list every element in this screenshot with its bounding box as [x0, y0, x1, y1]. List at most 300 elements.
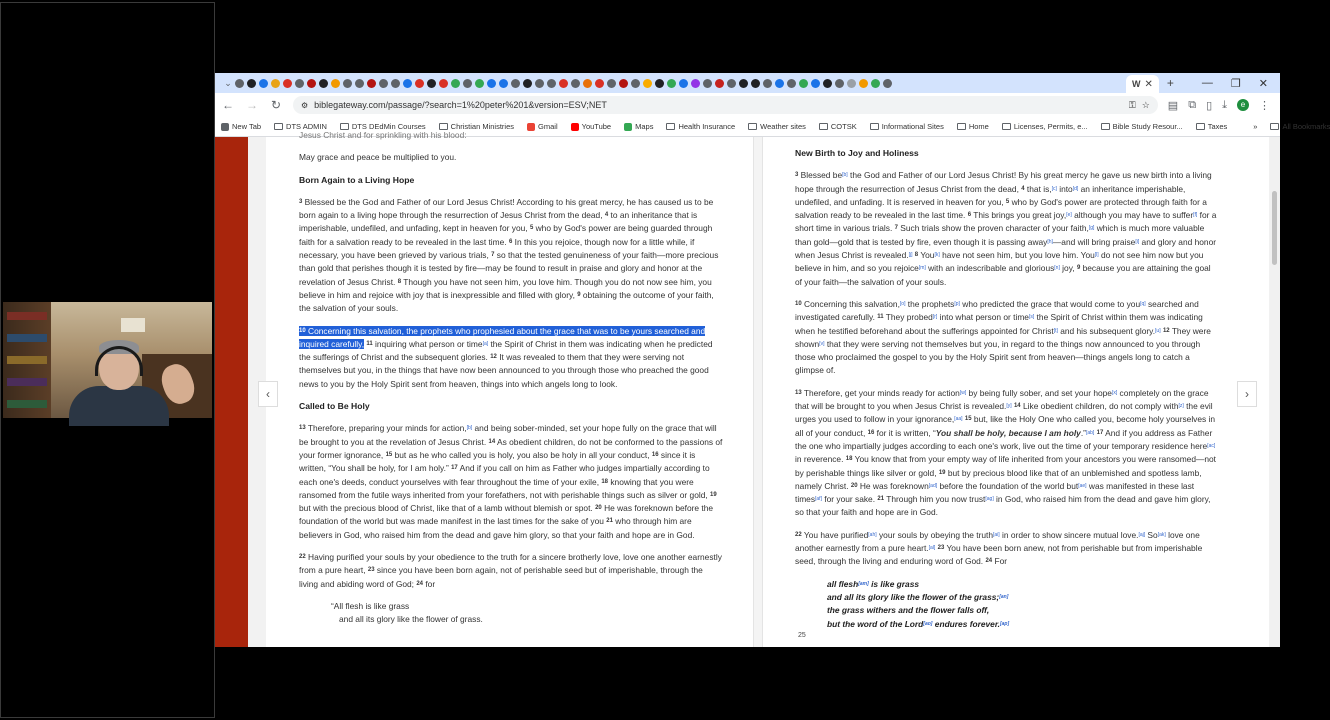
- verse-text: You have been born anew, not from perishable but from imperishable seed, through the living and enduring word of God.: [795, 543, 1203, 567]
- verse-text: Like obedient children, do not comply with: [1022, 401, 1179, 412]
- verse-number: 12: [1162, 327, 1170, 334]
- bookmark-item[interactable]: [1101, 122, 1183, 131]
- footnote-link[interactable]: [a]: [482, 340, 489, 347]
- tab-favicon-icon[interactable]: [355, 79, 364, 88]
- verse-text: For: [994, 556, 1008, 567]
- footnote-link[interactable]: [t]: [1053, 327, 1058, 334]
- footnote-link[interactable]: [ag]: [985, 496, 994, 503]
- footnote-link[interactable]: [g]: [1088, 225, 1095, 232]
- passage-paragraph: [299, 196, 723, 316]
- tab-favicon-icon[interactable]: [847, 79, 856, 88]
- toolbar-actions: [1168, 99, 1274, 112]
- verse-text: Concerning this salvation,: [804, 298, 900, 309]
- bookmark-label: All Bookmarks: [1282, 122, 1330, 131]
- next-chapter-button[interactable]: ›: [1237, 381, 1257, 407]
- verse-text: for: [425, 578, 436, 589]
- bookmark-label: Bible Study Resour...: [1112, 122, 1183, 131]
- poetry-line: [827, 618, 1219, 631]
- footnote-link[interactable]: [ae]: [1078, 482, 1087, 489]
- tab-favicon-icon[interactable]: [511, 79, 520, 88]
- key-icon[interactable]: ⚿: [1128, 99, 1136, 110]
- verse-number: 23: [367, 567, 375, 574]
- footnote-link[interactable]: [ak]: [1157, 531, 1166, 538]
- passage-paragraph: [795, 387, 1219, 520]
- footnote-link[interactable]: [n]: [1054, 265, 1060, 272]
- verse-text: although you may have to suffer: [1071, 210, 1194, 221]
- maximize-button[interactable]: ❐: [1230, 77, 1241, 90]
- folder-icon: [1196, 123, 1205, 130]
- footnote-link[interactable]: [ab]: [1085, 429, 1095, 436]
- minimize-button[interactable]: —: [1201, 76, 1213, 89]
- footnote-link[interactable]: [y]: [1006, 403, 1012, 410]
- footnote-link[interactable]: [k]: [934, 252, 940, 259]
- bookmark-item[interactable]: [870, 122, 944, 131]
- verse-number: 20: [850, 482, 858, 489]
- esv-column: [299, 130, 723, 647]
- footnote-link[interactable]: [an]: [999, 593, 1009, 600]
- bookmark-label: Informational Sites: [881, 122, 944, 131]
- bookmark-item[interactable]: [748, 122, 806, 131]
- bookmark-label: YouTube: [581, 122, 612, 131]
- tab-favicon-icon[interactable]: [763, 79, 772, 88]
- tab-favicon-icon[interactable]: [379, 79, 388, 88]
- passage-paragraph: [795, 529, 1219, 569]
- bookmarks-overflow-icon[interactable]: »: [1253, 122, 1258, 131]
- tab-strip: [215, 73, 1280, 93]
- bookmark-label: Health Insurance: [678, 122, 736, 131]
- browser-toolbar: [215, 93, 1280, 117]
- poetry-line: and all its glory like the flower of grass.: [339, 614, 483, 625]
- verse-text: It was revealed to them that they were serving not themselves but you, in the things that have now been announced to you through those who preached the good news to you by the Holy Spirit sent from heaven, things into which angels long to look.: [299, 352, 709, 389]
- verse-text: As obedient children, do not be conformed to the passions of your former ignorance,: [299, 436, 723, 460]
- folder-icon: [819, 123, 828, 130]
- passage-paragraph: [299, 422, 723, 542]
- verse-text: with an indescribable and glorious: [925, 263, 1055, 274]
- heading-born-again: Born Again to a Living Hope: [299, 174, 415, 185]
- back-icon[interactable]: ←: [222, 98, 234, 112]
- verse-number: 12: [490, 354, 497, 361]
- tab-favicon-icon[interactable]: [559, 79, 568, 88]
- passage-paragraph-highlighted: [299, 325, 723, 391]
- verse-text: but by precious blood like that of an unblemished and spotless lamb, namely Christ.: [795, 467, 1202, 491]
- footnote-link[interactable]: [am]: [858, 580, 869, 587]
- pinned-tabs: [235, 79, 1126, 88]
- verse-text: for a short time in various trials.: [795, 210, 1217, 234]
- verse-text: to an inheritance that is imperishable, undefiled, and unfading, kept in heaven for you,: [299, 210, 698, 234]
- verse-text: and glory and honor when Jesus Christ is revealed.: [795, 236, 1217, 261]
- verse-text: for it is written, “: [876, 427, 936, 438]
- bookmark-label: Christian Ministries: [450, 122, 515, 131]
- verse-text: So: [1145, 529, 1158, 540]
- forward-icon[interactable]: →: [246, 98, 258, 112]
- new-tab-button[interactable]: +: [1166, 76, 1174, 90]
- tab-favicon-icon[interactable]: [775, 79, 784, 88]
- verse-text: completely on the grace that will be brought to you when Jesus Christ is revealed.: [795, 387, 1209, 412]
- tab-favicon-icon[interactable]: [799, 79, 808, 88]
- download-icon[interactable]: ⤓: [1222, 98, 1227, 111]
- verse-text: You have purified: [803, 529, 869, 540]
- verse-text: an inheritance imperishable, undefiled, and unfading. It is reserved in heaven for you,: [795, 183, 1186, 207]
- bookmark-label: COTSK: [830, 122, 857, 131]
- bookmark-label: DTS ADMIN: [286, 122, 327, 131]
- verse-text: obtaining the outcome of your faith, the salvation of your souls.: [299, 289, 714, 314]
- reading-list-icon[interactable]: ▤: [1167, 99, 1179, 112]
- verse-number: 4: [604, 212, 609, 219]
- verse-text: Therefore, preparing your minds for action,: [307, 423, 467, 434]
- verse-text: so that the tested genuineness of your faith—more precious than gold that perishes though it is tested by fire—may be found to result in praise and glory and honor at the revelation of Jesus Christ.: [299, 250, 719, 287]
- menu-icon[interactable]: ⋮: [1259, 99, 1270, 112]
- tab-favicon-icon[interactable]: [571, 79, 580, 88]
- verse-number: 8: [397, 278, 402, 285]
- window-controls: [1182, 77, 1280, 90]
- footnote-link[interactable]: [o]: [899, 300, 906, 307]
- verse-number: 16: [651, 451, 659, 458]
- heading-called-holy: Called to Be Holy: [299, 401, 370, 412]
- verse-text: Though you have not seen him, you love him. Though you do not now see him, you believe in him and rejoice with joy that is inexpressible and filled with glory,: [299, 276, 712, 300]
- footnote-link[interactable]: [b]: [466, 425, 473, 432]
- greeting: May grace and peace be multiplied to you.: [299, 152, 457, 163]
- heading-new-birth: New Birth to Joy and Holiness: [795, 148, 919, 158]
- footnote-link[interactable]: [x]: [1111, 389, 1118, 396]
- active-tab-favicon-icon: W: [1132, 79, 1141, 89]
- tab-favicon-icon[interactable]: [499, 79, 508, 88]
- footnote-link[interactable]: [q]: [1140, 300, 1146, 307]
- verse-text: because you are attaining the goal of your faith—the salvation of your souls.: [795, 263, 1211, 287]
- folder-icon: [1270, 123, 1279, 130]
- bookmark-item[interactable]: [1196, 122, 1228, 131]
- footnote-link[interactable]: [ad]: [928, 482, 938, 489]
- folder-icon: [1002, 123, 1011, 130]
- footnote-link[interactable]: [u]: [1155, 327, 1161, 334]
- bookshelf-left: [3, 302, 51, 418]
- verse-number: 8: [914, 252, 919, 259]
- scrollbar-thumb[interactable]: [1272, 191, 1277, 265]
- tab-favicon-icon[interactable]: [391, 79, 400, 88]
- footnote-link[interactable]: [ai]: [993, 531, 1000, 538]
- footnote-link[interactable]: [aj]: [1138, 531, 1146, 538]
- tab-favicon-icon[interactable]: [655, 79, 664, 88]
- tab-favicon-icon[interactable]: [679, 79, 688, 88]
- verse-text: into what person or time: [937, 312, 1029, 323]
- tab-favicon-icon[interactable]: [859, 79, 868, 88]
- tab-favicon-icon[interactable]: [247, 79, 256, 88]
- close-window-button[interactable]: ✕: [1258, 77, 1268, 90]
- verse-number: 20: [595, 505, 602, 512]
- tab-favicon-icon[interactable]: [415, 79, 424, 88]
- tab-favicon-icon[interactable]: [703, 79, 712, 88]
- verse-number: 10: [795, 300, 802, 307]
- bookmark-label: New Tab: [232, 122, 262, 131]
- tab-favicon-icon[interactable]: [715, 79, 724, 88]
- verse-text: the God and Father of our Lord Jesus Christ! By his great mercy he gave us new birth into a living hope through the resurrection of Jesus Christ from the dead,: [795, 170, 1212, 194]
- tab-favicon-icon[interactable]: [691, 79, 700, 88]
- verse-text: Having purified your souls by your obedience to the truth for a sincere brotherly love, love one another earnestly from a pure heart,: [299, 552, 722, 576]
- verse-text: in order to show sincere mutual love.: [999, 529, 1139, 540]
- poetry-line: [827, 604, 1219, 617]
- verse-text: Blessed be the God and Father of our Lord Jesus Christ! According to his great mercy, he has caused us to be born again to a living hope through the resurrection of Jesus Christ from the dead,: [299, 196, 714, 221]
- tab-favicon-icon[interactable]: [643, 79, 652, 88]
- tab-favicon-icon[interactable]: [439, 79, 448, 88]
- verse-text: and all its glory like the flower of the grass;: [827, 591, 1000, 602]
- sidebar-icon[interactable]: ▯: [1206, 99, 1213, 112]
- verse-text: and his subsequent glory.: [1057, 325, 1156, 336]
- reload-icon[interactable]: ↻: [270, 98, 282, 112]
- footnote-link[interactable]: [w]: [959, 389, 967, 396]
- bookmark-label: Taxes: [1207, 122, 1228, 131]
- verse-number: 19: [710, 491, 717, 498]
- tab-favicon-icon[interactable]: [295, 79, 304, 88]
- tab-favicon-icon[interactable]: [283, 79, 292, 88]
- verse-text: since it is written, “You shall be holy, for I am holy.”: [299, 449, 696, 474]
- verse-text: He was foreknown before the foundation of the world but was made manifest in the last times for the sake of you: [299, 503, 714, 527]
- bookmark-label: Maps: [635, 122, 654, 131]
- verse-text: searched and investigated carefully.: [795, 298, 1199, 323]
- star-icon[interactable]: ☆: [1141, 99, 1150, 110]
- verse-number: 3: [795, 172, 799, 179]
- verse-text: the evil urges you used to follow in your ignorance,: [795, 401, 1213, 425]
- verse-number: 17: [451, 465, 458, 472]
- bookmark-item[interactable]: [221, 122, 261, 131]
- verse-text: who through him are believers in God, who raised him from the dead and gave him glory, so that your faith and hope are in God.: [299, 516, 695, 540]
- tab-favicon-icon[interactable]: [259, 79, 268, 88]
- tab-favicon-icon[interactable]: [787, 79, 796, 88]
- footnote-link[interactable]: [f]: [1193, 212, 1198, 219]
- verse-text: since you have been born again, not of perishable seed but of imperishable, through the living and abiding word of God;: [299, 565, 703, 589]
- verse-text: do not see him now but you believe in him, and so you rejoice: [795, 250, 1204, 274]
- bookmark-item[interactable]: [819, 122, 857, 131]
- footnote-link[interactable]: [c]: [1051, 185, 1057, 192]
- tab-favicon-icon[interactable]: [751, 79, 760, 88]
- verse-text: your souls by obeying the truth: [876, 529, 994, 540]
- folder-icon: [870, 123, 879, 130]
- bookmark-label: Weather sites: [760, 122, 806, 131]
- verse-number: 21: [606, 518, 613, 525]
- tab-close-icon[interactable]: ✕: [1144, 78, 1153, 90]
- browser-window: [215, 73, 1330, 647]
- verse-text: have not seen him, but you love him. You: [939, 250, 1095, 261]
- tab-favicon-icon[interactable]: [463, 79, 472, 88]
- verse-text: but the word of the Lord: [827, 618, 924, 629]
- verse-text: Through him you now trust: [886, 494, 986, 505]
- tab-favicon-icon[interactable]: [319, 79, 328, 88]
- column-divider[interactable]: [753, 137, 763, 647]
- verse-number: 9: [1076, 265, 1081, 272]
- verse-number: 17: [1096, 429, 1104, 436]
- verse-text: in reverence.: [795, 454, 846, 465]
- verse-number: 13: [795, 389, 802, 396]
- tab-favicon-icon[interactable]: [331, 79, 340, 88]
- tab-favicon-icon[interactable]: [403, 79, 412, 88]
- verse-number: 6: [967, 212, 972, 219]
- verse-text: love one another earnestly from a pure heart.: [795, 529, 1200, 554]
- verse-number: 24: [985, 558, 993, 565]
- verse-number: 13: [299, 425, 306, 432]
- verse-text: This brings you great joy,: [973, 210, 1067, 221]
- verse-text: the prophets: [905, 298, 955, 309]
- url-text: biblegateway.com/passage/?search=1%20peter%201&version=ESV;NET: [314, 100, 607, 110]
- scrollbar[interactable]: [1269, 137, 1280, 647]
- all-bookmarks-button[interactable]: [1270, 122, 1330, 131]
- footnote-link[interactable]: [z]: [1178, 403, 1184, 410]
- tab-favicon-icon[interactable]: [823, 79, 832, 88]
- tab-favicon-icon[interactable]: [883, 79, 892, 88]
- tab-favicon-icon[interactable]: [235, 79, 244, 88]
- prev-chapter-button[interactable]: ‹: [258, 381, 278, 407]
- verse-number: 16: [867, 429, 875, 436]
- tab-favicon-icon[interactable]: [595, 79, 604, 88]
- verse-text: Therefore, get your minds ready for action: [803, 387, 960, 398]
- verse-text: before the foundation of the world but: [937, 480, 1079, 491]
- verse-number: 19: [938, 469, 946, 476]
- bookmark-label: DTS DEdMin Courses: [351, 122, 426, 131]
- verse-text: endures forever.: [932, 618, 1000, 629]
- webcam-video: [3, 302, 212, 418]
- footnote-link[interactable]: [v]: [819, 340, 825, 347]
- passage-paragraph: [299, 551, 723, 591]
- verse-number: 23: [937, 545, 945, 552]
- poetry-line: [827, 578, 1219, 591]
- footnote-link[interactable]: [d]: [1072, 185, 1079, 192]
- profile-avatar[interactable]: e: [1237, 99, 1249, 111]
- footnote-link[interactable]: [l]: [1094, 252, 1099, 259]
- tab-favicon-icon[interactable]: [835, 79, 844, 88]
- verse-text: the Spirit of Christ within them was indicating when he testified beforehand about the sufferings appointed for Christ: [795, 312, 1203, 336]
- footnote-link[interactable]: [j]: [908, 252, 913, 259]
- verse-number: 5: [1005, 198, 1010, 205]
- verse-text: into: [1056, 183, 1073, 194]
- footnote-link[interactable]: [s]: [1028, 314, 1035, 321]
- poetry-line: [827, 591, 1219, 604]
- verse-text: that is,: [1026, 183, 1052, 194]
- footnote-link[interactable]: [r]: [932, 314, 938, 321]
- net-column: [795, 137, 1219, 647]
- verse-number: 11: [877, 314, 884, 321]
- footnote-link[interactable]: [aa]: [954, 416, 963, 423]
- tab-favicon-icon[interactable]: [487, 79, 496, 88]
- verse-text: —and will bring praise: [1052, 236, 1136, 247]
- folder-icon: [1101, 123, 1110, 130]
- footnote-link[interactable]: [ac]: [1207, 442, 1216, 449]
- footnote-link[interactable]: [h]: [1047, 238, 1053, 245]
- verse-number: 4: [1021, 185, 1025, 192]
- tab-search-icon[interactable]: ⌄: [224, 77, 232, 88]
- quoted-scripture: You shall be holy, because I am holy: [935, 427, 1081, 438]
- footnote-link[interactable]: [i]: [1135, 238, 1140, 245]
- verse-text: Blessed be: [800, 170, 843, 181]
- verse-number: 7: [894, 225, 898, 232]
- tab-favicon-icon[interactable]: [547, 79, 556, 88]
- verse-text: but as he who called you is holy, you also be holy in all your conduct,: [394, 449, 652, 460]
- tab-favicon-icon[interactable]: [727, 79, 736, 88]
- tab-icon: [221, 123, 229, 131]
- tab-favicon-icon[interactable]: [631, 79, 640, 88]
- tab-favicon-icon[interactable]: [475, 79, 484, 88]
- poetry-line: “All flesh is like grass: [331, 600, 410, 611]
- tab-favicon-icon[interactable]: [271, 79, 280, 88]
- footnote-link[interactable]: [af]: [815, 496, 822, 503]
- verse-text: that they were serving not themselves but you, in regard to the things now announced to you through those who proclaimed the gospel to you by the Holy Spirit sent from heaven—things angels long to catch a glimpse of.: [795, 338, 1201, 376]
- folder-icon: [957, 123, 966, 130]
- verse-number: 15: [964, 416, 972, 423]
- tab-favicon-icon[interactable]: [607, 79, 616, 88]
- tab-favicon-icon[interactable]: [427, 79, 436, 88]
- tab-favicon-icon[interactable]: [619, 79, 628, 88]
- footnote-link[interactable]: [b]: [842, 172, 848, 179]
- active-tab[interactable]: [1126, 75, 1159, 93]
- footnote-link[interactable]: [ao]: [923, 620, 933, 627]
- folder-icon: [748, 123, 757, 130]
- tab-favicon-icon[interactable]: [535, 79, 544, 88]
- verse-text: You know that from your empty way of life inherited from your ancestors you were ransomed—not by perishable things like silver or gold,: [795, 454, 1217, 478]
- bookmark-label: Home: [968, 122, 989, 131]
- footnote-link[interactable]: [p]: [954, 300, 960, 307]
- ceiling-light: [121, 318, 145, 332]
- presenter-body: [69, 386, 169, 426]
- tab-favicon-icon[interactable]: [523, 79, 532, 88]
- verse-number: 22: [299, 554, 306, 561]
- site-info-icon[interactable]: ⚙: [301, 100, 309, 110]
- tab-favicon-icon[interactable]: [583, 79, 592, 88]
- tab-favicon-icon[interactable]: [343, 79, 352, 88]
- verse-text: for your sake.: [821, 494, 878, 505]
- verse-text: And if you address as Father the one who impartially judges according to each one's work, live out the time of your temporary residence here: [795, 427, 1213, 451]
- tab-favicon-icon[interactable]: [871, 79, 880, 88]
- footnote-link[interactable]: [m]: [918, 265, 926, 272]
- verse-number: 18: [601, 478, 609, 485]
- verse-number: 10: [299, 327, 306, 334]
- passage-paragraph: [795, 169, 1219, 289]
- passage-paragraph: [795, 298, 1219, 378]
- footnote-link[interactable]: [al]: [928, 545, 936, 552]
- verse-number: 5: [529, 225, 534, 232]
- verse-text: which is much more valuable than gold—gold that is tested by fire, even though it is passing away: [795, 223, 1205, 247]
- verse-text: inquiring what person or time: [375, 338, 483, 349]
- verse-text: knowing that you were ransomed from the futile ways inherited from your forefathers, not with perishable things such as silver or gold,: [299, 476, 711, 500]
- footnote-link[interactable]: [ap]: [999, 620, 1010, 627]
- address-bar[interactable]: [293, 96, 1158, 114]
- verse-text: You: [920, 250, 935, 261]
- extensions-icon[interactable]: ⧉: [1188, 98, 1197, 111]
- verse-number: 24: [416, 580, 424, 587]
- poetry-block: [795, 578, 1219, 631]
- verse-text: They were shown: [795, 325, 1211, 349]
- verse-number: 6: [508, 238, 513, 245]
- tab-favicon-icon[interactable]: [451, 79, 460, 88]
- folder-icon: [274, 123, 283, 130]
- verse-text: by being fully sober, and set your hope: [966, 387, 1112, 398]
- verse-text: but, like the Holy One who called you, become holy yourselves in all of your conduct,: [795, 414, 1216, 438]
- bookmark-item[interactable]: [1002, 122, 1088, 131]
- footnote-link[interactable]: [ah]: [868, 531, 877, 538]
- tab-favicon-icon[interactable]: [367, 79, 376, 88]
- footnote-link[interactable]: [e]: [1066, 212, 1072, 219]
- tab-favicon-icon[interactable]: [739, 79, 748, 88]
- bookmark-item[interactable]: [957, 122, 989, 131]
- bookmark-label: Gmail: [538, 122, 558, 131]
- tab-favicon-icon[interactable]: [811, 79, 820, 88]
- poetry-block: [299, 600, 723, 627]
- verse-text: Such trials show the proven character of your faith,: [900, 223, 1089, 234]
- verse-text: In this you rejoice, though now for a little while, if necessary, you have been grieved by various trials,: [299, 236, 695, 261]
- site-sidebar-strip: [215, 137, 248, 647]
- verse-text: was manifested in these last times: [795, 480, 1195, 505]
- verse-text: the grass withers and the flower falls off,: [827, 605, 990, 616]
- verse-number: 11: [366, 340, 373, 347]
- tab-favicon-icon[interactable]: [307, 79, 316, 88]
- tab-favicon-icon[interactable]: [667, 79, 676, 88]
- verse-text: They probed: [885, 312, 933, 323]
- verse-number: 25: [798, 632, 806, 639]
